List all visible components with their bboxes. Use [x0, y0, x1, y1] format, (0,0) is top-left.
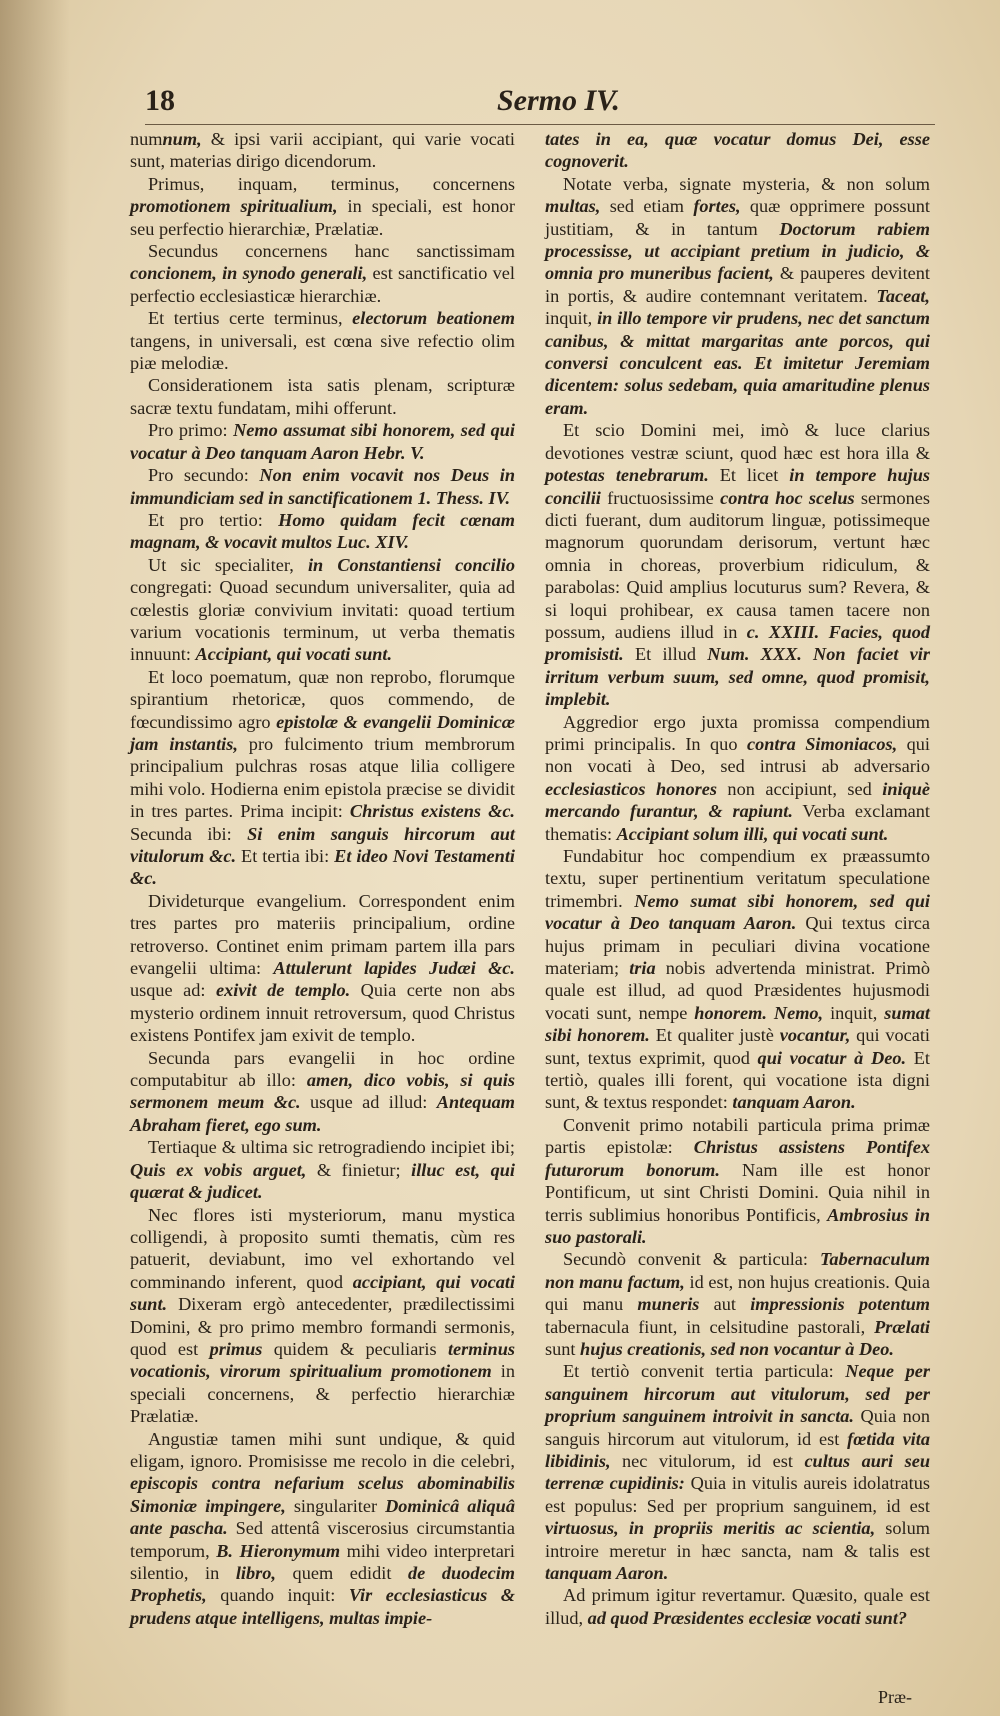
- page-number: 18: [145, 84, 175, 117]
- italic-run: muneris: [637, 1294, 700, 1315]
- italic-run: Non enim vocavit nos Deus in immundiciam sed in sanctificationem 1. Thess. IV.: [130, 465, 515, 508]
- text-run: quidem & peculiaris: [262, 1338, 448, 1359]
- italic-run: tates in ea, quæ vocatur domus Dei, esse cognoverit.: [545, 129, 930, 172]
- text-run: Angustiæ tamen mihi sunt undique, & quid eligam, ignoro. Promisisse me recolo in die celebri,: [130, 1428, 515, 1471]
- italic-run: terminus vocationis, virorum spiritualium promotionem: [130, 1338, 515, 1382]
- text-run: mihi video interpretari silentio, in: [130, 1540, 515, 1583]
- paragraph: [130, 1047, 515, 1137]
- text-run: quem edidit: [275, 1563, 409, 1583]
- text-run: Et illud: [623, 644, 708, 665]
- text-run: in speciali concernens, & perfectio hierarchiæ Prælatiæ.: [130, 1361, 516, 1427]
- italic-run: Dominicâ aliquâ ante pascha.: [130, 1495, 515, 1539]
- text-run: Fundabitur hoc compendium ex præassumto textu, super pertinentium veritatum speculatione trimembri.: [545, 846, 930, 911]
- text-run: tabernacula fiunt, in celsitudine pastorali,: [545, 1316, 875, 1337]
- paragraph: [545, 1114, 930, 1248]
- italic-run: in illo tempore vir prudens, nec det sanctum canibus, & mittat margaritas ante porcos, qui conversi conculcent eas. Et imitetur Jeremiam dicentem: solus sedebam, quia amaritudine plenus eram.: [545, 308, 930, 418]
- italic-run: libro,: [235, 1563, 276, 1583]
- italic-run: cultus auri seu terrenæ cupidinis:: [545, 1450, 930, 1494]
- text-run: Qui textus circa hujus primam in peculiari divina vocatione materiam;: [545, 913, 931, 979]
- text-run: qui non vocati à Deo, sed intrusi ab adversario: [545, 733, 931, 777]
- text-run: id est, non hujus creationis. Quia qui manu: [545, 1271, 930, 1315]
- italic-run: Num. XXX. Non faciet vir irritum verbum suum, sed omne, quod promisit, implebit.: [545, 644, 930, 710]
- page-header: [145, 84, 935, 124]
- paragraph: [130, 1136, 515, 1203]
- paragraph: [545, 845, 930, 1114]
- italic-run: Nemo assumat sibi honorem, sed qui vocatur à Deo tanquam Aaron Hebr. V.: [130, 420, 515, 463]
- paragraph: [545, 128, 930, 173]
- italic-run: Homo quidam fecit cœnam magnam, & vocavit multos Luc. XIV.: [130, 509, 515, 553]
- text-run: singulariter: [285, 1495, 386, 1516]
- text-run: sunt: [545, 1338, 581, 1359]
- italic-run: Nemo sumat sibi honorem, sed qui vocatur à Deo tanquam Aaron.: [545, 890, 930, 934]
- text-run: est sanctificatio vel perfectio ecclesiasticæ hierarchiæ.: [130, 263, 515, 306]
- italic-run: Et ideo Novi Testamenti &c.: [130, 846, 515, 889]
- text-run: Et tertia ibi:: [236, 846, 335, 866]
- text-run: tangens, in universali, est cœna sive refectio olim piæ melodiæ.: [130, 330, 515, 374]
- paragraph: [130, 464, 515, 509]
- text-run: inquit,: [545, 308, 598, 329]
- italic-run: potestas tenebrarum.: [545, 465, 709, 486]
- paragraph: [545, 419, 930, 710]
- text-run: usque ad illud:: [300, 1092, 437, 1113]
- paragraph: [130, 419, 515, 464]
- italic-run: Ambrosius in suo pastorali.: [545, 1204, 930, 1247]
- running-title: Sermo IV.: [497, 84, 620, 117]
- paragraph: [545, 1360, 930, 1584]
- italic-run: episcopis contra nefarium scelus abominabilis Simoniæ impingere,: [130, 1473, 515, 1516]
- italic-run: de duodecim Prophetis,: [130, 1563, 515, 1606]
- text-run: nobis advertenda ministrat. Primò quale est illud, ad quod Præsidentes hujusmodi vocati sunt, nempe: [545, 958, 930, 1023]
- italic-run: ecclesiasticos honores: [545, 778, 717, 799]
- text-run: Tertiaque & ultima sic retrogradiendo incipiet ibi;: [148, 1137, 515, 1158]
- text-run: Convenit primo notabili particula prima primæ partis epistolæ:: [545, 1114, 930, 1158]
- text-run: Divideturque evangelium. Correspondent enim tres partes pro materiis principalium, ordine retroverso. Continet enim primam partem illa pars evangelii ultima:: [130, 890, 515, 979]
- text-run: Secundus concernens hanc sanctissimam: [148, 241, 515, 262]
- text-run: Et qualiter justè: [649, 1025, 780, 1046]
- text-run: Pro primo:: [148, 420, 234, 441]
- text-run: Notate verba, signate mysteria, & non solum: [563, 173, 930, 194]
- text-run: Et pro tertio:: [148, 509, 279, 530]
- text-run: Dixeram ergò antecedenter, prædilectissimi Domini, & pro primo membro formandi sermonis, quod est: [130, 1294, 515, 1359]
- italic-run: B. Hieronymum: [216, 1540, 341, 1561]
- italic-run: Accipiant, qui vocati sunt.: [195, 644, 393, 665]
- text-run: pro fulcimento trium membrorum principalium pulchras rosas atque lilia colligere mihi volo. Hodierna enim epistola præcise se dividit in tres partes. Prima incipit:: [130, 733, 515, 822]
- text-run: Quia non sanguis hircorum aut vitulorum, id est: [545, 1406, 930, 1449]
- text-run: Primus, inquam, terminus, concernens: [148, 173, 515, 194]
- text-run: aut: [699, 1294, 751, 1315]
- paragraph: [130, 1428, 515, 1630]
- paragraph: [130, 1204, 515, 1428]
- text-run: qui vocati sunt, textus exprimit, quod: [545, 1025, 931, 1068]
- text-run: Et loco poematum, quæ non reprobo, florumque spirantium rhetoricæ, quos commendo, de fœcundissimo agro: [130, 666, 515, 732]
- text-run: in speciali, est honor seu perfectio hierarchiæ, Prælatiæ.: [130, 196, 516, 239]
- paragraph: [130, 374, 515, 419]
- text-run: sermones dicti fuerant, dum auditorum linguæ, potissimeque magnorum quorundam derisorum, vertunt hæc omnia in choreas, proverbium ridiculum, & parabolas: Quid amplius locuturus sum? Revera, & si loqui prohibear, ex causa tamen tacere non possum, audiens illud in: [545, 487, 930, 642]
- text-run: quando inquit:: [206, 1585, 349, 1606]
- italic-run: illuc est, qui quærat & judicet.: [130, 1159, 515, 1203]
- italic-run: Antequam Abraham fieret, ego sum.: [130, 1092, 515, 1135]
- italic-run: exivit de templo.: [215, 980, 351, 1001]
- catchword: Præ-: [878, 1687, 913, 1707]
- text-run: quæ opprimere possunt justitiam, & in tantum: [545, 196, 931, 239]
- italic-run: impressionis potentum: [750, 1294, 930, 1315]
- text-run: sed etiam: [600, 196, 694, 217]
- italic-run: promotionem spiritualium,: [130, 196, 338, 217]
- italic-run: tanquam Aaron.: [732, 1092, 856, 1113]
- text-run: num: [130, 129, 163, 149]
- text-run: & pauperes devitent in portis, & audire contemnant veritatem.: [545, 263, 930, 306]
- text-run: non accipiunt, sed: [716, 778, 883, 799]
- text-run: Ad primum igitur revertamur. Quæsito, quale est illud,: [545, 1585, 930, 1628]
- text-run: Secunda pars evangelii in hoc ordine computabitur ab illo:: [130, 1047, 515, 1091]
- paragraph: [130, 307, 515, 374]
- text-run: Et tertiò convenit tertia particula:: [563, 1361, 846, 1382]
- text-run: Sed attentâ viscerosius circumstantia temporum,: [130, 1518, 516, 1561]
- text-run: Quia certe non abs mysterio ordinem innuit retroversum, quod Christus existens Pontifex jam exivit de templo.: [130, 980, 516, 1046]
- italic-run: Tabernaculum non manu factum,: [545, 1249, 930, 1292]
- text-run: Secunda ibi:: [130, 823, 248, 844]
- italic-run: Christus existens &c.: [349, 801, 516, 822]
- italic-run: Neque per sanguinem hircorum aut vitulorum, sed per proprium sanguinem introivit in sancta.: [545, 1361, 930, 1427]
- paragraph: [130, 128, 515, 173]
- text-run: nec vitulorum, id est: [610, 1450, 805, 1471]
- paragraph: [130, 240, 515, 307]
- text-run: Nec flores isti mysteriorum, manu mystica colligendi, à proposito sumti thematis, cùm res patuerit, deviabunt, imo vel exhortando vel comminando inferent, quod: [130, 1204, 515, 1292]
- text-run: Aggredior ergo juxta promissa compendium primi principalis. In quo: [545, 711, 930, 754]
- italic-run: sumat sibi honorem.: [545, 1002, 931, 1046]
- italic-run: Taceat,: [876, 285, 930, 306]
- text-run: solum introire meretur in hæc sancta, nam & talis est: [545, 1518, 930, 1561]
- paragraph: [130, 666, 515, 890]
- text-run: Secundò convenit & particula:: [563, 1249, 820, 1270]
- italic-run: Prælati: [874, 1316, 930, 1337]
- text-run: fructuosissime: [600, 487, 721, 508]
- text-run: congregati: Quoad secundum universaliter, quia ad cœlestis gloriæ convivium invitati: quoad tertium varium vocationis terminum, ut verba thematis innuunt:: [130, 577, 515, 665]
- paragraph: [130, 554, 515, 666]
- italic-run: contra hoc scelus: [720, 487, 855, 508]
- italic-run: qui vocatur à Deo.: [757, 1047, 907, 1068]
- header-rule: [145, 124, 935, 125]
- italic-run: epistolæ & evangelii Dominicæ jam instantis,: [130, 711, 515, 754]
- text-run: Considerationem ista satis plenam, scripturæ sacræ textu fundatam, mihi offerunt.: [130, 375, 515, 418]
- paragraph: [130, 509, 515, 554]
- text-run: Pro secundo:: [148, 465, 260, 486]
- italic-run: in tempore hujus concilii: [545, 465, 930, 508]
- paragraph: [545, 1248, 930, 1360]
- italic-run: num,: [162, 129, 202, 149]
- paragraph: [130, 173, 515, 240]
- italic-run: contra Simoniacos,: [746, 733, 898, 754]
- paragraph: [545, 173, 930, 419]
- italic-run: accipiant, qui vocati sunt.: [130, 1271, 515, 1315]
- text-run: Verba exclamant thematis:: [545, 801, 930, 844]
- italic-run: multas,: [545, 196, 601, 217]
- italic-run: fortes,: [693, 196, 741, 217]
- italic-run: virtuosus, in propriis meritis ac scientia,: [545, 1518, 876, 1539]
- text-run: Et tertius certe terminus,: [148, 308, 353, 329]
- italic-run: Accipiant solum illi, qui vocati sunt.: [616, 823, 889, 844]
- italic-run: vocantur,: [779, 1025, 851, 1046]
- italic-run: Quis ex vobis arguet,: [130, 1159, 307, 1180]
- italic-run: Doctorum rabiem processisse, ut accipiant pretium in judicio, & omnia pro muneribus facient,: [545, 218, 930, 284]
- page-edge-shadow: [0, 0, 70, 1716]
- italic-run: amen, dico vobis, si quis sermonem meum &c.: [130, 1070, 515, 1113]
- italic-run: fœtida vita libidinis,: [545, 1428, 930, 1471]
- text-run: Ut sic specialiter,: [148, 554, 308, 575]
- italic-run: hujus creationis, sed non vocantur à Deo.: [580, 1338, 894, 1359]
- text-run: Et tertiò, quales illi forent, qui vocatione ista digni sunt, & textus respondet:: [545, 1047, 930, 1113]
- italic-run: Vir ecclesiasticus & prudens atque intelligens, multas impie-: [130, 1585, 515, 1628]
- text-run: Et licet: [708, 465, 790, 486]
- italic-run: Attulerunt lapides Judæi &c.: [273, 958, 515, 979]
- text-run: & finietur;: [306, 1159, 412, 1180]
- right-column: [545, 128, 930, 1629]
- text-run: Et scio Domini mei, imò & luce clarius devotiones vestræ sciunt, quod hæc est hora illa &: [545, 420, 930, 463]
- italic-run: electorum beationem: [352, 308, 515, 329]
- paragraph: [545, 1584, 930, 1629]
- text-run: Quia in vitulis aureis idolatratus est populus: Sed per proprium sanguinem, id est: [545, 1473, 931, 1516]
- italic-run: iniquè mercando furantur, & rapiunt.: [545, 778, 930, 822]
- paragraph: [545, 711, 930, 845]
- italic-run: c. XXIII. Facies, quod promisisti.: [545, 621, 930, 665]
- left-column: [130, 128, 515, 1629]
- italic-run: Si enim sanguis hircorum aut vitulorum &c.: [130, 823, 515, 866]
- italic-run: tria: [629, 958, 656, 979]
- italic-run: ad quod Præsidentes ecclesiæ vocati sunt?: [587, 1607, 908, 1628]
- text-run: Nam ille est honor Pontificum, ut sint Christi Domini. Quia nihil in terris sublimius honoribus Pontificis,: [545, 1159, 930, 1225]
- text-run: usque ad:: [130, 980, 216, 1001]
- italic-run: in Constantiensi concilio: [307, 554, 515, 575]
- italic-run: primus: [209, 1338, 263, 1359]
- italic-run: tanquam Aaron.: [545, 1563, 669, 1583]
- paragraph: [130, 890, 515, 1047]
- italic-run: Christus assistens Pontifex futurorum bonorum.: [545, 1137, 930, 1180]
- text-run: inquit,: [823, 1002, 885, 1023]
- italic-run: concionem, in synodo generali,: [130, 263, 368, 284]
- italic-run: honorem. Nemo,: [694, 1002, 824, 1023]
- text-run: & ipsi varii accipiant, qui varie vocati sunt, materias dirigo dicendorum.: [130, 129, 515, 172]
